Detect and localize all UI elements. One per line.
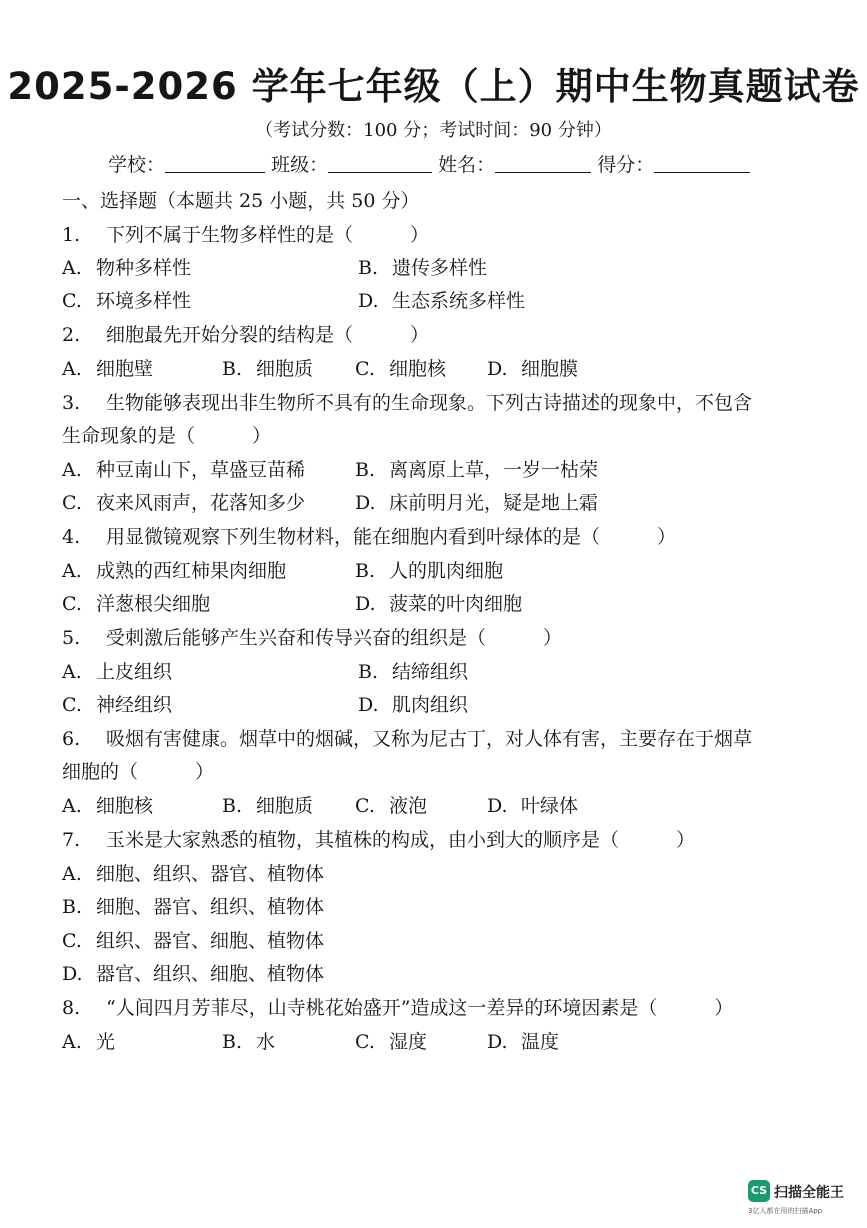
option-b [355,558,503,584]
question-6-stem-cont: 细胞的（ ） [62,761,215,783]
option-letter: D. [355,593,376,615]
option-d [62,961,324,987]
option-letter: D. [358,694,379,716]
option-letter: C. [355,795,375,817]
option-letter: C. [62,290,82,312]
option-a [62,793,153,819]
school-label: 学校： [108,154,166,176]
option-d [358,288,525,314]
option-text: 菠菜的叶肉细胞 [389,593,523,615]
option-text: 细胞、组织、器官、植物体 [96,863,325,885]
option-text: 细胞质 [256,795,314,817]
option-text: 叶绿体 [521,795,579,817]
option-text: 神经组织 [96,694,173,716]
option-b [222,793,313,819]
option-text: 细胞壁 [96,358,154,380]
scanner-watermark [748,1180,858,1220]
option-c [62,928,324,954]
question-8 [62,995,733,1021]
question-stem: 细胞最先开始分裂的结构是（ ） [106,324,430,346]
question-1 [62,222,429,248]
question-3-stem-cont: 生命现象的是（ ） [62,425,272,447]
option-letter: C. [355,358,375,380]
question-5 [62,625,562,651]
option-letter: A. [62,795,82,817]
question-3 [62,390,752,416]
option-text: 细胞核 [389,358,447,380]
option-letter: C. [62,694,82,716]
option-b [355,457,598,483]
option-text: 物种多样性 [96,257,192,279]
option-c [62,591,210,617]
option-letter: B. [222,358,243,380]
option-c [355,1029,427,1055]
question-stem: 玉米是大家熟悉的植物，其植株的构成，由小到大的顺序是（ ） [106,829,696,851]
option-letter: C. [62,492,82,514]
class-label: 班级： [271,154,329,176]
option-b [358,255,487,281]
exam-subtitle: （考试分数：100 分；考试时间：90 分钟） [255,120,612,141]
option-letter: B. [355,459,376,481]
option-text: 水 [256,1031,276,1053]
option-letter: C. [355,1031,375,1053]
question-stem: 受刺激后能够产生兴奋和传导兴奋的组织是（ ） [106,627,563,649]
option-d [355,591,522,617]
watermark-tagline: 3亿人都在用的扫描App [748,1207,823,1215]
option-text: 器官、组织、细胞、植物体 [96,963,325,985]
option-d [487,356,578,382]
question-number: 3. [62,392,81,414]
option-d [358,692,468,718]
option-d [487,793,578,819]
option-text: 夜来风雨声，花落知多少 [96,492,306,514]
option-a [62,659,172,685]
option-b [222,356,313,382]
question-stem: “人间四月芳菲尽，山寺桃花始盛开”造成这一差异的环境因素是（ ） [106,997,734,1019]
option-text: 细胞膜 [521,358,579,380]
option-letter: A. [62,560,82,582]
section-heading: 一、选择题（本题共 25 小题，共 50 分） [62,190,420,212]
option-text: 肌肉组织 [392,694,469,716]
name-blank [495,154,591,173]
option-a [62,255,191,281]
option-text: 温度 [521,1031,560,1053]
question-number: 6. [62,728,81,750]
option-b [358,659,468,685]
option-text: 光 [96,1031,116,1053]
score-label: 得分： [597,154,655,176]
question-stem: 用显微镜观察下列生物材料，能在细胞内看到叶绿体的是（ ） [106,526,677,548]
option-letter: A. [62,863,82,885]
option-text: 离离原上草，一岁一枯荣 [389,459,599,481]
option-letter: A. [62,358,82,380]
question-number: 5. [62,627,81,649]
question-stem: 生物能够表现出非生物所不具有的生命现象。下列古诗描述的现象中，不包含 [106,392,753,414]
option-letter: D. [358,290,379,312]
option-text: 洋葱根尖细胞 [96,593,211,615]
option-a [62,356,153,382]
question-number: 1. [62,224,81,246]
option-text: 结缔组织 [392,661,469,683]
question-stem: 吸烟有害健康。烟草中的烟碱，又称为尼古丁，对人体有害，主要存在于烟草 [106,728,753,750]
question-stem: 下列不属于生物多样性的是（ ） [106,224,430,246]
score-blank [654,154,750,173]
question-2 [62,322,429,348]
option-a [62,457,305,483]
option-letter: B. [358,257,379,279]
option-letter: B. [62,896,83,918]
option-c [355,356,446,382]
option-b [222,1029,275,1055]
option-text: 生态系统多样性 [392,290,526,312]
option-a [62,861,324,887]
exam-title: 2025-2026 学年七年级（上）期中生物真题试卷 [7,65,860,108]
option-d [487,1029,559,1055]
option-letter: A. [62,459,82,481]
option-letter: C. [62,593,82,615]
option-letter: B. [222,795,243,817]
option-text: 组织、器官、细胞、植物体 [96,930,325,952]
question-number: 8. [62,997,81,1019]
option-a [62,558,286,584]
question-6 [62,726,752,752]
name-label: 姓名： [438,154,496,176]
camscanner-logo-icon: CS [748,1180,770,1202]
option-a [62,1029,115,1055]
option-letter: A. [62,257,82,279]
school-blank [165,154,265,173]
option-text: 床前明月光，疑是地上霜 [389,492,599,514]
option-letter: D. [487,1031,508,1053]
option-letter: B. [358,661,379,683]
option-letter: A. [62,661,82,683]
option-letter: D. [62,963,83,985]
option-letter: D. [487,358,508,380]
question-number: 4. [62,526,81,548]
option-text: 液泡 [389,795,428,817]
question-number: 7. [62,829,81,851]
watermark-app-name: 扫描全能王 [774,1185,844,1201]
question-4 [62,524,676,550]
option-letter: C. [62,930,82,952]
option-text: 细胞质 [256,358,314,380]
option-c [355,793,427,819]
question-number: 2. [62,324,81,346]
option-c [62,288,191,314]
class-blank [328,154,432,173]
option-letter: B. [222,1031,243,1053]
option-letter: A. [62,1031,82,1053]
option-text: 人的肌肉细胞 [389,560,504,582]
option-letter: D. [487,795,508,817]
option-text: 成熟的西红柿果肉细胞 [96,560,287,582]
question-7 [62,827,695,853]
option-letter: D. [355,492,376,514]
student-info-row [108,150,788,177]
option-b [62,894,324,920]
option-text: 种豆南山下，草盛豆苗稀 [96,459,306,481]
option-text: 细胞核 [96,795,154,817]
option-text: 细胞、器官、组织、植物体 [96,896,325,918]
option-c [62,490,305,516]
option-letter: B. [355,560,376,582]
option-text: 环境多样性 [96,290,192,312]
option-text: 上皮组织 [96,661,173,683]
option-text: 遗传多样性 [392,257,488,279]
option-text: 湿度 [389,1031,428,1053]
option-c [62,692,172,718]
option-d [355,490,598,516]
